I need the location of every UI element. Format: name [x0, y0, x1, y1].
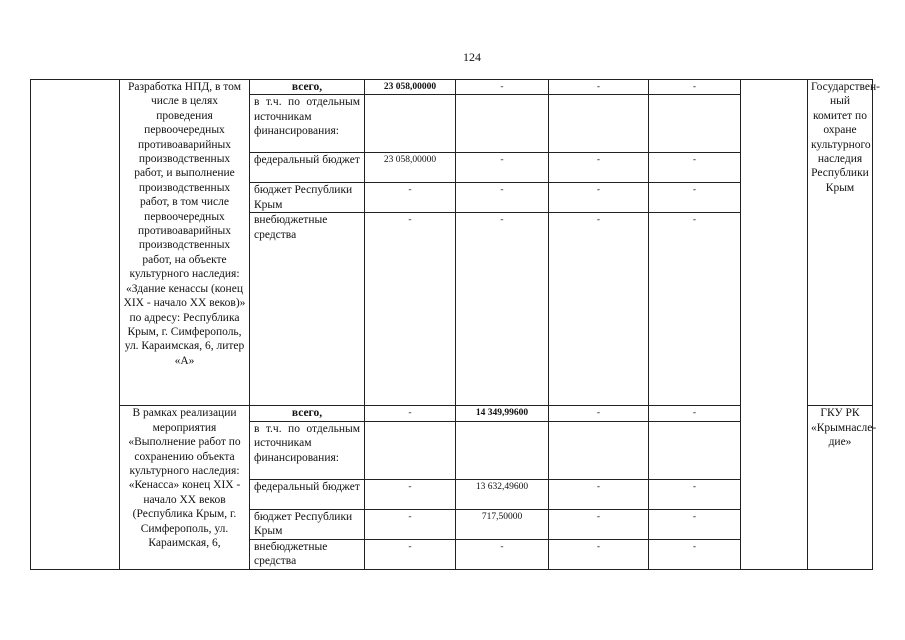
value-cell: - [549, 153, 649, 183]
measure-description: Разработка НПД, в том числе в целях проведения первоочередных противоаварийных производственных работ, и выполнение производственных работ, в том числе первоочередных противоаварийных производственных работ, на объекте культурного наследия: «Здание кенассы (конец XIX - начало XX веков)» по адресу: Республика Крым, г. Симферополь, ул. Караимская, 6, литер «А» [120, 80, 250, 406]
source-label: федеральный бюджет [250, 479, 365, 509]
page-number: 124 [463, 50, 481, 64]
empty-col-left [31, 80, 120, 570]
value-cell: - [365, 213, 456, 406]
value-cell: - [649, 479, 741, 509]
value-cell [456, 95, 549, 153]
measure-description: В рамках реализации мероприятия «Выполнение работ по сохранению объекта культурного наследия: «Кенасса» конец XIX - начало XX веков (Республика Крым, г. Симферополь, ул. Караимская, 6, [120, 406, 250, 569]
source-label: внебюджетные средства [250, 213, 365, 406]
value-cell: - [649, 183, 741, 213]
value-cell: - [365, 539, 456, 569]
value-cell [649, 421, 741, 479]
value-cell: - [649, 406, 741, 421]
value-cell [649, 95, 741, 153]
value-cell [456, 421, 549, 479]
value-cell: 13 632,49600 [456, 479, 549, 509]
value-cell: 23 058,00000 [365, 80, 456, 95]
executor: ГКУ РК «Крымнасле-дие» [808, 406, 873, 569]
executor: Государствен-ный комитет по охране культурного наследия Республики Крым [808, 80, 873, 406]
source-label: в т.ч. по отдельным источникам финансирования: [250, 95, 365, 153]
value-cell: 14 349,99600 [456, 406, 549, 421]
value-cell: 717,50000 [456, 509, 549, 539]
value-cell: - [549, 406, 649, 421]
value-cell: - [365, 479, 456, 509]
source-label: бюджет Республики Крым [250, 509, 365, 539]
value-cell [549, 421, 649, 479]
value-cell: - [456, 213, 549, 406]
value-cell: - [365, 509, 456, 539]
value-cell [365, 95, 456, 153]
financing-table [30, 79, 880, 570]
source-label: внебюджетные средства [250, 539, 365, 569]
value-cell: - [549, 509, 649, 539]
value-cell: - [549, 539, 649, 569]
value-cell: - [549, 213, 649, 406]
value-cell: - [456, 153, 549, 183]
empty-col-right [741, 80, 808, 570]
value-cell: - [365, 406, 456, 421]
source-label: бюджет Республики Крым [250, 183, 365, 213]
source-label: в т.ч. по отдельным источникам финансирования: [250, 421, 365, 479]
value-cell [365, 421, 456, 479]
table-row [31, 80, 873, 95]
value-cell: 23 058,00000 [365, 153, 456, 183]
source-label: федеральный бюджет [250, 153, 365, 183]
value-cell: - [456, 183, 549, 213]
value-cell: - [456, 80, 549, 95]
value-cell: - [456, 539, 549, 569]
value-cell: - [549, 183, 649, 213]
value-cell: - [549, 80, 649, 95]
source-total-label: всего, [250, 406, 365, 421]
value-cell [549, 95, 649, 153]
value-cell: - [649, 539, 741, 569]
value-cell: - [649, 213, 741, 406]
value-cell: - [649, 509, 741, 539]
source-total-label: всего, [250, 80, 365, 95]
value-cell: - [649, 153, 741, 183]
value-cell: - [549, 479, 649, 509]
value-cell: - [649, 80, 741, 95]
value-cell: - [365, 183, 456, 213]
